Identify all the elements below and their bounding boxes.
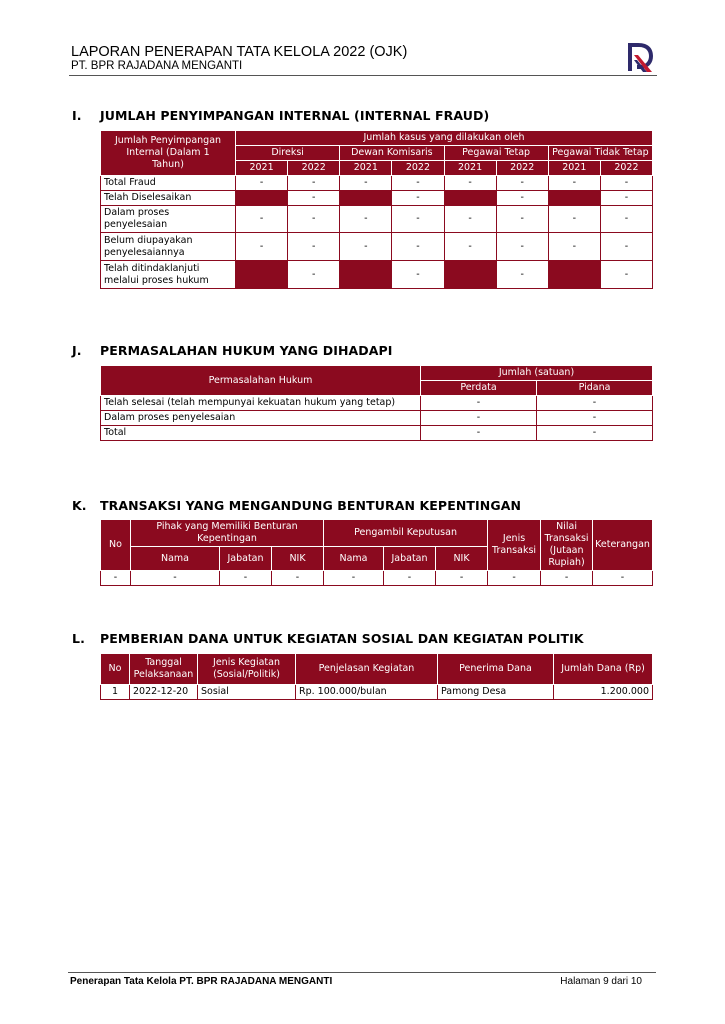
coi-group-pihak: Pihak yang Memiliki Benturan Kepentingan <box>131 520 324 547</box>
fraud-count-cell: - <box>392 261 444 289</box>
shaded-cell <box>236 191 288 206</box>
fraud-count-cell: - <box>288 233 340 261</box>
fraud-count-cell: - <box>444 233 496 261</box>
fraud-count-cell: - <box>600 261 652 289</box>
year-header: 2022 <box>600 161 652 176</box>
legal-issues-table <box>100 365 653 441</box>
coi-col-jenis: Jenis Transaksi <box>488 520 541 571</box>
fraud-count-cell: - <box>600 191 652 206</box>
coi-sub-nama: Nama <box>131 547 220 571</box>
fraud-count-cell: - <box>444 176 496 191</box>
section-k-title: TRANSAKSI YANG MENGANDUNG BENTURAN KEPENTINGAN <box>100 498 522 513</box>
legal-row-label: Telah selesai (telah mempunyai kekuatan hukum yang tetap) <box>101 396 421 411</box>
fraud-count-cell: - <box>236 233 288 261</box>
fraud-row-label: Telah Diselesaikan <box>101 191 236 206</box>
year-header: 2021 <box>236 161 288 176</box>
coi-cell: - <box>272 571 324 586</box>
table-row <box>101 261 653 289</box>
shaded-cell <box>444 191 496 206</box>
table-row <box>101 396 653 411</box>
coi-cell: - <box>131 571 220 586</box>
footer-company: Penerapan Tata Kelola PT. BPR RAJADANA MENGANTI <box>70 976 333 987</box>
section-l-number: L. <box>72 631 85 646</box>
section-k-heading <box>72 498 521 513</box>
page-footer <box>68 972 656 987</box>
shaded-cell <box>548 261 600 289</box>
page-header <box>71 44 656 73</box>
coi-cell: - <box>436 571 488 586</box>
header-divider <box>69 75 657 76</box>
social-political-funds-table <box>100 653 653 700</box>
section-l-title: PEMBERIAN DANA UNTUK KEGIATAN SOSIAL DAN KEGIATAN POLITIK <box>100 631 584 646</box>
fraud-count-cell: - <box>600 206 652 233</box>
company-name: PT. BPR RAJADANA MENGANTI <box>71 60 243 72</box>
fraud-count-cell: - <box>392 191 444 206</box>
fund-col-tanggal: Tanggal Pelaksanaan <box>130 654 198 685</box>
legal-pidana-value: - <box>537 396 653 411</box>
legal-issue-header: Permasalahan Hukum <box>101 366 421 396</box>
shaded-cell <box>236 261 288 289</box>
section-l-heading <box>72 631 584 646</box>
internal-fraud-table <box>100 130 653 289</box>
table-row <box>101 191 653 206</box>
coi-sub-nik: NIK <box>272 547 324 571</box>
coi-cell: - <box>384 571 436 586</box>
fund-penerima: Pamong Desa <box>438 685 554 700</box>
coi-group-pengambil: Pengambil Keputusan <box>324 520 488 547</box>
table-row <box>101 411 653 426</box>
fraud-group-header: Jumlah kasus yang dilakukan oleh <box>236 131 653 146</box>
section-i-number: I. <box>72 108 82 123</box>
coi-sub-jabatan: Jabatan <box>384 547 436 571</box>
fraud-count-cell: - <box>496 233 548 261</box>
year-header: 2022 <box>496 161 548 176</box>
fraud-count-cell: - <box>392 206 444 233</box>
shaded-cell <box>444 261 496 289</box>
fund-tanggal: 2022-12-20 <box>130 685 198 700</box>
coi-cell: - <box>220 571 272 586</box>
fraud-count-cell: - <box>236 176 288 191</box>
fraud-count-cell: - <box>236 206 288 233</box>
coi-col-no: No <box>101 520 131 571</box>
fraud-count-cell: - <box>496 261 548 289</box>
fraud-col-pegawai-tetap: Pegawai Tetap <box>444 146 548 161</box>
table-row <box>101 176 653 191</box>
section-j-number: J. <box>72 343 82 358</box>
fraud-count-cell: - <box>392 176 444 191</box>
legal-pidana-value: - <box>537 411 653 426</box>
fraud-count-cell: - <box>548 176 600 191</box>
coi-sub-jabatan: Jabatan <box>220 547 272 571</box>
table-row <box>101 571 653 586</box>
shaded-cell <box>340 261 392 289</box>
coi-cell: - <box>101 571 131 586</box>
table-row <box>101 685 653 700</box>
fund-jumlah: 1.200.000 <box>554 685 653 700</box>
fund-col-jenis: Jenis Kegiatan (Sosial/Politik) <box>198 654 296 685</box>
fund-no: 1 <box>101 685 130 700</box>
fraud-count-cell: - <box>548 206 600 233</box>
table-row <box>101 206 653 233</box>
legal-perdata-value: - <box>421 426 537 441</box>
coi-cell: - <box>593 571 653 586</box>
fraud-count-cell: - <box>496 176 548 191</box>
coi-col-nilai: Nilai Transaksi (Jutaan Rupiah) <box>541 520 593 571</box>
shaded-cell <box>548 191 600 206</box>
year-header: 2022 <box>288 161 340 176</box>
legal-perdata-value: - <box>421 411 537 426</box>
section-i-title: JUMLAH PENYIMPANGAN INTERNAL (INTERNAL FRAUD) <box>100 108 490 123</box>
fund-penjelasan: Rp. 100.000/bulan <box>296 685 438 700</box>
fraud-col-pegawai-tidak-tetap: Pegawai Tidak Tetap <box>548 146 652 161</box>
legal-row-label: Dalam proses penyelesaian <box>101 411 421 426</box>
coi-col-keterangan: Keterangan <box>593 520 653 571</box>
fraud-count-cell: - <box>496 206 548 233</box>
rajadana-logo-icon <box>625 41 655 73</box>
legal-col-perdata: Perdata <box>421 381 537 396</box>
coi-cell: - <box>488 571 541 586</box>
fraud-count-cell: - <box>288 176 340 191</box>
fraud-row-label: Total Fraud <box>101 176 236 191</box>
table-row <box>101 426 653 441</box>
fraud-count-cell: - <box>444 206 496 233</box>
year-header: 2021 <box>340 161 392 176</box>
legal-row-label: Total <box>101 426 421 441</box>
fraud-count-cell: - <box>392 233 444 261</box>
section-j-title: PERMASALAHAN HUKUM YANG DIHADAPI <box>100 343 393 358</box>
report-title: LAPORAN PENERAPAN TATA KELOLA 2022 (OJK) <box>71 44 408 60</box>
coi-sub-nik: NIK <box>436 547 488 571</box>
fraud-count-cell: - <box>340 206 392 233</box>
fund-col-jumlah: Jumlah Dana (Rp) <box>554 654 653 685</box>
fraud-col-direksi: Direksi <box>236 146 340 161</box>
fraud-count-cell: - <box>548 233 600 261</box>
coi-sub-nama: Nama <box>324 547 384 571</box>
legal-perdata-value: - <box>421 396 537 411</box>
fraud-count-cell: - <box>340 233 392 261</box>
fund-col-no: No <box>101 654 130 685</box>
shaded-cell <box>340 191 392 206</box>
coi-cell: - <box>541 571 593 586</box>
section-i-heading <box>72 108 489 123</box>
legal-count-header: Jumlah (satuan) <box>421 366 653 381</box>
year-header: 2021 <box>444 161 496 176</box>
fraud-row-label: Dalam proses penyelesaian <box>101 206 236 233</box>
fraud-count-cell: - <box>288 206 340 233</box>
legal-pidana-value: - <box>537 426 653 441</box>
conflict-of-interest-table <box>100 519 653 586</box>
fund-jenis: Sosial <box>198 685 296 700</box>
fraud-count-cell: - <box>340 176 392 191</box>
fraud-row-label-header: Jumlah Penyimpangan Internal (Dalam 1 Tahun) <box>101 131 236 176</box>
legal-col-pidana: Pidana <box>537 381 653 396</box>
fraud-count-cell: - <box>288 261 340 289</box>
fraud-col-dewan-komisaris: Dewan Komisaris <box>340 146 444 161</box>
fraud-count-cell: - <box>288 191 340 206</box>
fraud-count-cell: - <box>600 176 652 191</box>
table-row <box>101 233 653 261</box>
fraud-count-cell: - <box>600 233 652 261</box>
fraud-row-label: Belum diupayakan penyelesaiannya <box>101 233 236 261</box>
section-k-number: K. <box>72 498 87 513</box>
fund-col-penerima: Penerima Dana <box>438 654 554 685</box>
fraud-row-label: Telah ditindaklanjuti melalui proses hukum <box>101 261 236 289</box>
coi-cell: - <box>324 571 384 586</box>
page-number: Halaman 9 dari 10 <box>560 976 642 987</box>
fund-col-penjelasan: Penjelasan Kegiatan <box>296 654 438 685</box>
year-header: 2022 <box>392 161 444 176</box>
section-j-heading <box>72 343 393 358</box>
year-header: 2021 <box>548 161 600 176</box>
fraud-count-cell: - <box>496 191 548 206</box>
